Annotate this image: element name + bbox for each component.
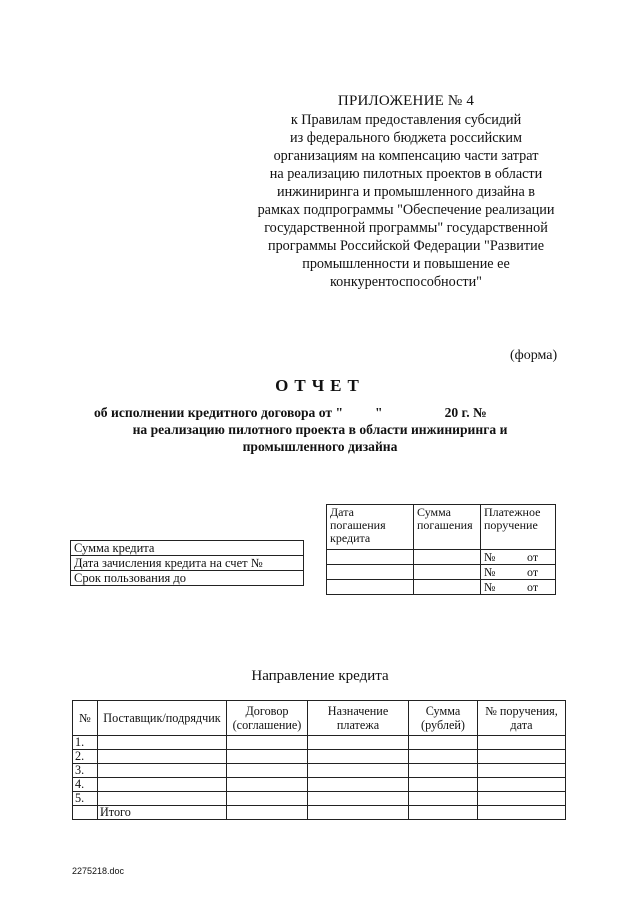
report-heading: ОТЧЕТ (275, 376, 365, 395)
contract-cell (227, 750, 308, 764)
order-date-cell (478, 792, 566, 806)
amount-cell (409, 792, 478, 806)
appendix-line: конкурентоспособности" (330, 274, 482, 290)
column-header-contract: Договор (соглашение) (227, 701, 308, 736)
payment-order-number-label: № (484, 580, 496, 594)
purpose-cell (308, 778, 409, 792)
row-number: 1. (73, 736, 98, 750)
row-number: 4. (73, 778, 98, 792)
report-subheading (60, 404, 580, 455)
appendix-line: к Правилам предоставления субсидий (290, 112, 522, 128)
contract-cell (227, 792, 308, 806)
payment-order-from-label: от (527, 565, 539, 579)
appendix-line: государственной программы" государственной (264, 220, 548, 236)
table-header-row (327, 505, 556, 550)
report-subheading-line-2: на реализацию пилотного проекта в области инжиниринга и (132, 422, 508, 437)
column-header-supplier: Поставщик/подрядчик (98, 701, 227, 736)
column-header-order-date: № поручения, дата (478, 701, 566, 736)
contract-cell (227, 736, 308, 750)
table-header-row (73, 701, 566, 736)
amount-cell (409, 736, 478, 750)
appendix-line: программы Российской Федерации "Развитие (267, 238, 544, 254)
appendix-line: организациям на компенсацию части затрат (273, 148, 539, 164)
payment-order-number-label: № (484, 550, 496, 564)
row-number: 3. (73, 764, 98, 778)
repayment-date-cell (327, 565, 414, 580)
table-row (73, 750, 566, 764)
total-label: Итого (98, 806, 227, 820)
supplier-cell (98, 736, 227, 750)
appendix-title: ПРИЛОЖЕНИЕ № 4 (337, 93, 475, 109)
table-row (327, 565, 556, 580)
table-row (71, 556, 304, 571)
order-date-cell (478, 806, 566, 820)
contract-cell (227, 764, 308, 778)
supplier-cell (98, 764, 227, 778)
purpose-cell (308, 764, 409, 778)
amount-cell (409, 764, 478, 778)
purpose-cell (308, 736, 409, 750)
amount-cell (409, 750, 478, 764)
amount-cell (409, 778, 478, 792)
appendix-line: инжиниринга и промышленного дизайна в (277, 184, 535, 200)
supplier-cell (98, 792, 227, 806)
payment-order-number-label: № (484, 565, 496, 579)
table-row (73, 792, 566, 806)
order-date-cell (478, 764, 566, 778)
table-row (73, 778, 566, 792)
order-date-cell (478, 736, 566, 750)
appendix-header (226, 92, 586, 291)
contract-cell (227, 778, 308, 792)
payment-order-cell (481, 580, 556, 595)
table-row (327, 550, 556, 565)
payment-order-header: Платежное поручение (481, 505, 556, 550)
document-file-name: 2275218.doc (72, 866, 125, 876)
credit-direction-table (72, 700, 566, 820)
row-number: 5. (73, 792, 98, 806)
repayment-sum-cell (414, 565, 481, 580)
credit-sum-label: Сумма кредита (71, 541, 304, 556)
table-row (73, 736, 566, 750)
repayment-date-header: Дата погашения кредита (327, 505, 414, 550)
report-contract-prefix: об исполнении кредитного договора от " (94, 405, 343, 420)
credit-term-label: Срок пользования до (71, 571, 304, 586)
repayment-table (326, 504, 556, 595)
repayment-date-cell (327, 550, 414, 565)
repayment-date-cell (327, 580, 414, 595)
report-subheading-line-1 (60, 404, 580, 421)
credit-direction-title: Направление кредита (251, 668, 389, 684)
column-header-amount: Сумма (рублей) (409, 701, 478, 736)
appendix-line: рамках подпрограммы "Обеспечение реализации (257, 202, 555, 218)
appendix-line: на реализацию пилотных проектов в области (269, 166, 543, 182)
report-contract-year-number: 20 г. № (444, 405, 487, 420)
repayment-sum-header: Сумма погашения (414, 505, 481, 550)
repayment-sum-cell (414, 550, 481, 565)
order-date-cell (478, 750, 566, 764)
row-number (73, 806, 98, 820)
report-subheading-line-3: промышленного дизайна (242, 439, 398, 454)
payment-order-from-label: от (527, 550, 539, 564)
table-row (71, 571, 304, 586)
column-header-payment-purpose: Назначение платежа (308, 701, 409, 736)
purpose-cell (308, 806, 409, 820)
table-row (327, 580, 556, 595)
report-contract-quote: " (375, 405, 383, 420)
repayment-sum-cell (414, 580, 481, 595)
supplier-cell (98, 750, 227, 764)
form-label: (форма) (510, 348, 558, 363)
appendix-line: из федерального бюджета российским (290, 130, 522, 146)
credit-info-table (70, 540, 304, 586)
amount-cell (409, 806, 478, 820)
payment-order-cell (481, 565, 556, 580)
row-number: 2. (73, 750, 98, 764)
table-row (73, 764, 566, 778)
table-total-row (73, 806, 566, 820)
contract-cell (227, 806, 308, 820)
column-header-number: № (73, 701, 98, 736)
appendix-line: промышленности и повышение ее (302, 256, 510, 272)
purpose-cell (308, 750, 409, 764)
payment-order-from-label: от (527, 580, 539, 594)
table-row (71, 541, 304, 556)
payment-order-cell (481, 550, 556, 565)
purpose-cell (308, 792, 409, 806)
supplier-cell (98, 778, 227, 792)
order-date-cell (478, 778, 566, 792)
credit-deposit-date-label: Дата зачисления кредита на счет № (71, 556, 304, 571)
